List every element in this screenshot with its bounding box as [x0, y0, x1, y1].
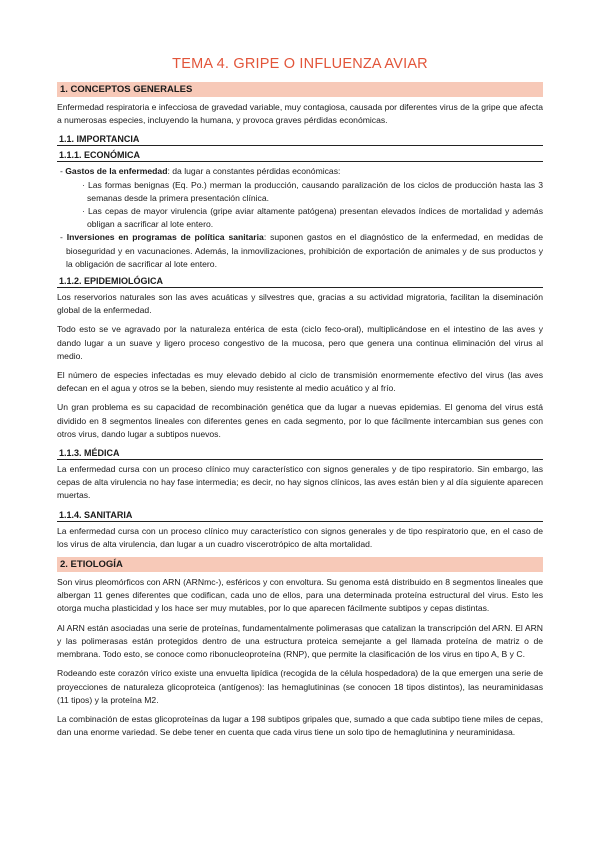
- etio-paragraph-1: Son virus pleomórficos con ARN (ARNmc-), esféricos y con envoltura. Su genoma está distribuido en 8 segmentos lineales que albergan 11 genes diferentes que codifican, cada uno de ellos, para una determinada proteína estructural del virus. Esto les otorga mucha plasticidad y los hace ser muy mutables, por lo que aparecen fácilmente subtipos y cepas distintas.: [57, 577, 543, 614]
- bullet-gastos-text: : da lugar a constantes pérdidas económicas:: [167, 166, 341, 177]
- section-heading-etiologia: 2. ETIOLOGÍA: [57, 557, 543, 572]
- bullet-gastos: - Gastos de la enfermedad: da lugar a constantes pérdidas económicas:: [60, 166, 341, 177]
- bullet-inversiones-text: : suponen gastos en el diagnóstico de la enfermedad, en medidas de bioseguridad y en vacunaciones. Además, la inmovilizaciones, prohibición de exportación de animales y de sus productos y la obligación de sacrificar al lote entero.: [66, 232, 544, 269]
- epi-paragraph-4: Un gran problema es su capacidad de recombinación genética que da lugar a nuevas epidemias. El genoma del virus está dividido en 8 segmentos lineales con diferentes genes en cada segmento, por lo que fácilmente intercambian sus genes con otros virus, dando lugar a subtipos nuevos.: [57, 402, 543, 439]
- sub-bullet-benignas-text: Las formas benignas (Eq. Po.) merman la producción, causando paralización de los ciclos de producción hasta las 3 semanas desde la primera presentación clínica.: [87, 179, 543, 203]
- etio-paragraph-4: La combinación de estas glicoproteínas da lugar a 198 subtipos gripales que, sumado a que cada subtipo tiene miles de cepas, dan una enorme variedad. Se debe tener en cuenta que cada virus tiene un solo tipo de hemaglutinina y neuraminidasa.: [57, 713, 543, 738]
- sanitaria-paragraph: La enfermedad cursa con un proceso clínico muy característico con signos generales y de tipo respiratorio que, en el caso de los virus de alta virulencia, dan lugar a un cuadro viscerotrópico de alta mortalidad.: [57, 525, 543, 549]
- etio-paragraph-2: Al ARN están asociadas una serie de proteínas, fundamentalmente polimerasas que catalizan la transcripción del ARN. El ARN y las polimerasas están protegidos dentro de una estructura proteica semejante a gel llamada proteína de matriz o de membrana. Todo esto, se conoce como ribonucleoproteína (RNP), que permite la clasificación de los virus en tipo A, B y C.: [57, 622, 543, 660]
- sub-bullet-virulencia: · Las cepas de mayor virulencia (gripe aviar altamente patógena) presentan elevados índices de mortalidad y además obligan a sacrificar al lote entero.: [82, 206, 543, 230]
- bullet-inversiones: - Inversiones en programas de política sanitaria: suponen gastos en el diagnóstico de la enfermedad, en medidas de bioseguridad y en vacunaciones. Además, la inmovilizaciones, prohibición de exportación de animales y de sus productos y la obligación de sacrificar al lote entero.: [60, 232, 544, 269]
- subheading-medica: 1.1.3. MÉDICA: [57, 447, 543, 460]
- intro-paragraph: Enfermedad respiratoria e infecciosa de gravedad variable, muy contagiosa, causada por diferentes virus de la gripe que afecta a numerosas especies, incluyendo la humana, y provoca graves pérdidas económicas.: [57, 102, 543, 126]
- subheading-importancia: 1.1. IMPORTANCIA: [57, 133, 543, 146]
- subheading-epidemiologica: 1.1.2. EPIDEMIOLÓGICA: [57, 275, 543, 288]
- subheading-sanitaria: 1.1.4. SANITARIA: [57, 509, 543, 522]
- epi-paragraph-1: Los reservorios naturales son las aves acuáticas y silvestres que, gracias a su actividad migratoria, facilitan la diseminación global de la enfermedad.: [57, 292, 543, 316]
- subheading-economica: 1.1.1. ECONÓMICA: [57, 149, 543, 162]
- etio-paragraph-3: Rodeando este corazón vírico existe una envuelta lipídica (recogida de la célula hospedadora) de la que emergen una serie de proyecciones de naturaleza glicoproteica (antígenos): las hemaglutininas (se conocen 18 tipos distintos), las neuraminidasas (11 tipos) y la proteína M2.: [57, 668, 543, 705]
- medica-paragraph: La enfermedad cursa con un proceso clínico muy característico con signos generales y de tipo respiratorio. Sin embargo, las cepas de alta virulencia no hay fase intermedia; es decir, no hay signos clínicos, las aves están bien y al día siguiente aparecen muertas.: [57, 464, 543, 501]
- epi-paragraph-2: Todo esto se ve agravado por la naturaleza entérica de esta (ciclo feco-oral), multiplicándose en el intestino de las aves y dando lugar a un suave y ligero proceso congestivo de la mucosa, pero que genera una continua eliminación del virus al medio.: [57, 324, 543, 361]
- page-title: TEMA 4. GRIPE O INFLUENZA AVIAR: [172, 56, 428, 72]
- epi-paragraph-3: El número de especies infectadas es muy elevado debido al ciclo de transmisión enormemente efectivo del virus (las aves defecan en el agua y otros se la beben, siendo muy resistente al medio acuático y al frío.: [57, 370, 543, 394]
- sub-bullet-virulencia-text: Las cepas de mayor virulencia (gripe aviar altamente patógena) presentan elevados índices de mortalidad y además obligan a sacrificar al lote entero.: [87, 206, 543, 230]
- document-page: [57, 56, 543, 745]
- bullet-gastos-title: Gastos de la enfermedad: [65, 166, 168, 177]
- sub-bullet-benignas: · Las formas benignas (Eq. Po.) merman la producción, causando paralización de los ciclos de producción hasta las 3 semanas desde la primera presentación clínica.: [82, 179, 543, 203]
- bullet-inversiones-title: Inversiones en programas de política sanitaria: [66, 232, 264, 243]
- section-heading-conceptos: 1. CONCEPTOS GENERALES: [57, 82, 543, 97]
